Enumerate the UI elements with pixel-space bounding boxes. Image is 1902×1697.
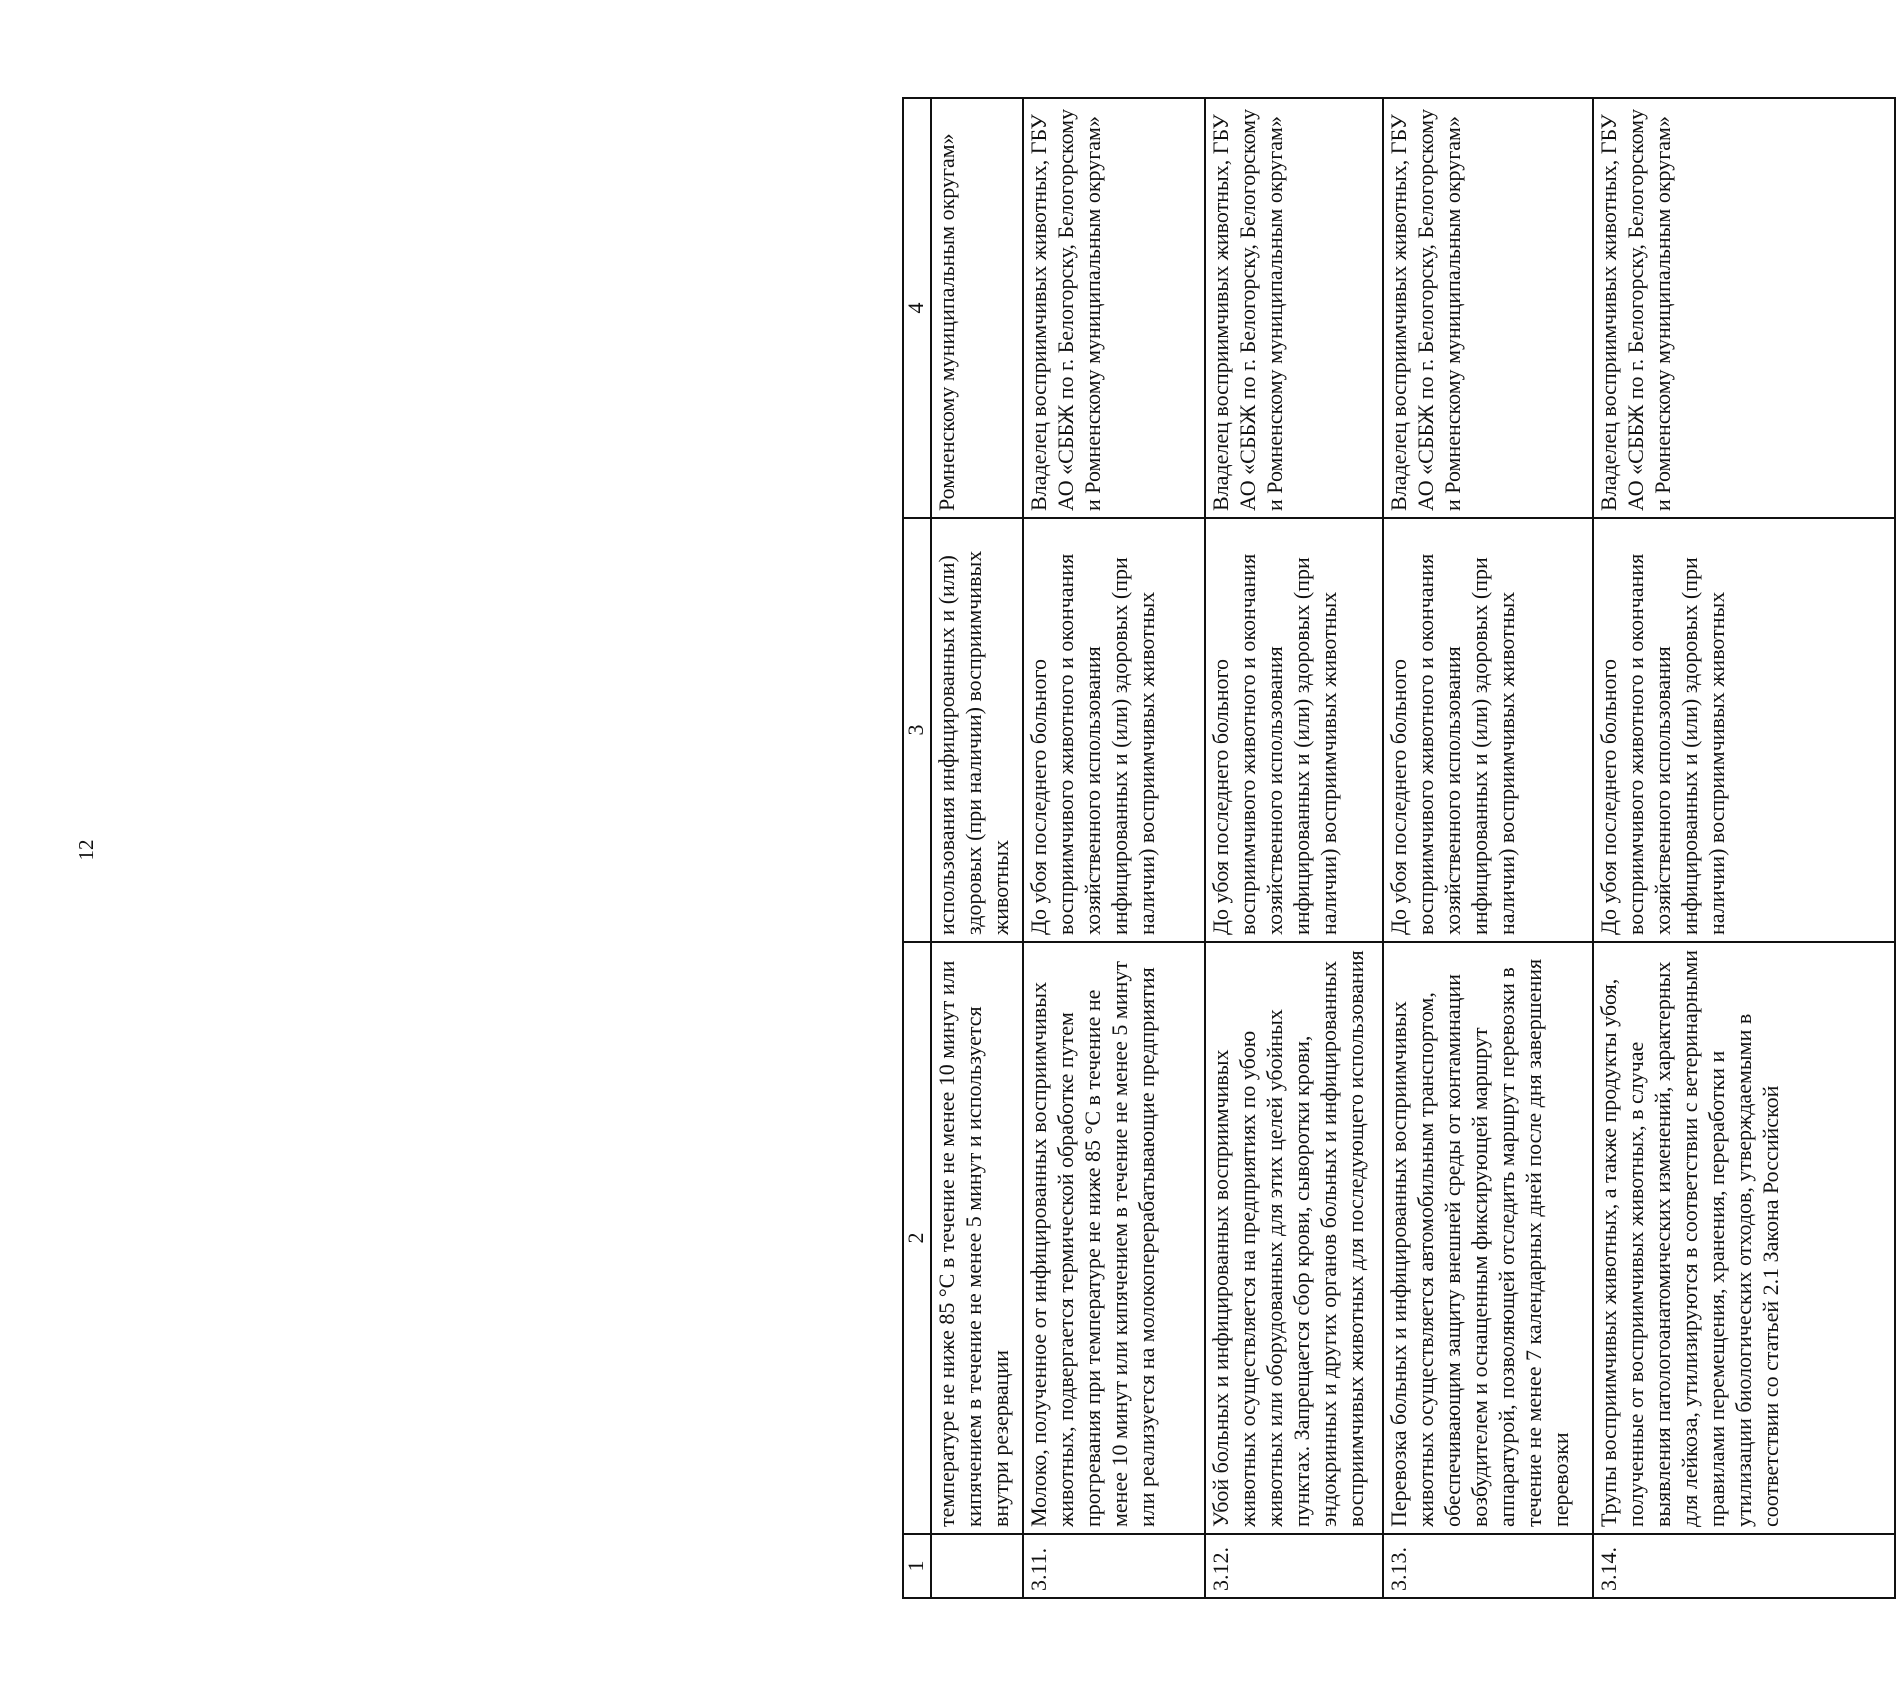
responsible-text: Владелец восприимчивых животных, ГБУ АО «СББЖ по г. Белогорску, Белогорскому и Ромненскому муниципальным округам»: [1593, 98, 1895, 518]
row-number: 3.13.: [1383, 1534, 1593, 1598]
row-number: 3.11.: [1023, 1534, 1205, 1598]
term-text: использования инфицированных и (или) здоровых (при наличии) восприимчивых животных: [931, 518, 1023, 942]
term-text: До убоя последнего больного восприимчивого животного и окончания хозяйственного использования инфицированных и (или) здоровых (при наличии) восприимчивых животных: [1023, 518, 1205, 942]
row-number: 3.14.: [1593, 1534, 1895, 1598]
term-text: До убоя последнего больного восприимчивого животного и окончания хозяйственного использования инфицированных и (или) здоровых (при наличии) восприимчивых животных: [1593, 518, 1895, 942]
column-number-1: 1: [903, 1534, 931, 1598]
row-number: [931, 1534, 1023, 1598]
measure-text: Перевозка больных и инфицированных восприимчивых животных осуществляется автомобильным транспортом, обеспечивающим защиту внешней среды от контаминации возбудителем и оснащенным фиксирующей маршрут аппаратурой, позволяющей отследить маршрут перевозки в течение не менее 7 календарных дней после дня завершения перевозки: [1383, 942, 1593, 1534]
column-number-3: 3: [903, 518, 931, 942]
measure-text: Убой больных и инфицированных восприимчивых животных осуществляется на предприятиях по убою животных или оборудованных для этих целей убойных пунктах. Запрещается сбор крови, сыворотки крови, эндокринных и других органов больных и инфицированных восприимчивых животных для последующего использования: [1205, 942, 1383, 1534]
table-row: [931, 98, 1023, 1598]
column-number-2: 2: [903, 942, 931, 1534]
responsible-text: Владелец восприимчивых животных, ГБУ АО «СББЖ по г. Белогорску, Белогорскому и Ромненскому муниципальным округам»: [1383, 98, 1593, 518]
page-number: 12: [74, 839, 98, 861]
row-number: 3.12.: [1205, 1534, 1383, 1598]
responsible-text: Ромненскому муниципальным округам»: [931, 98, 1023, 518]
table-row: [1023, 98, 1205, 1598]
measure-text: температуре не ниже 85 °С в течение не менее 10 минут или кипячением в течение не менее 5 минут и используется внутри резервации: [931, 942, 1023, 1534]
responsible-text: Владелец восприимчивых животных, ГБУ АО «СББЖ по г. Белогорску, Белогорскому и Ромненскому муниципальным округам»: [1205, 98, 1383, 518]
measure-text: Молоко, полученное от инфицированных восприимчивых животных, подвергается термической обработке путем прогревания при температуре не ниже 85 °С в течение не менее 10 минут или кипячением в течение не менее 5 минут или реализуется на молокоперерабатывающие предприятия: [1023, 942, 1205, 1534]
rotated-table-container: [902, 99, 1902, 1599]
table-row: [1205, 98, 1383, 1598]
table-row: [1383, 98, 1593, 1598]
column-number-4: 4: [903, 98, 931, 518]
responsible-text: Владелец восприимчивых животных, ГБУ АО «СББЖ по г. Белогорску, Белогорскому и Ромненскому муниципальным округам»: [1023, 98, 1205, 518]
term-text: До убоя последнего больного восприимчивого животного и окончания хозяйственного использования инфицированных и (или) здоровых (при наличии) восприимчивых животных: [1383, 518, 1593, 942]
term-text: До убоя последнего больного восприимчивого животного и окончания хозяйственного использования инфицированных и (или) здоровых (при наличии) восприимчивых животных: [1205, 518, 1383, 942]
measure-text: Трупы восприимчивых животных, а также продукты убоя, полученные от восприимчивых животных, в случае выявления патологоанатомических изменений, характерных для лейкоза, утилизируются в соответствии с ветеринарными правилами перемещения, хранения, переработки и утилизации биологических отходов, утверждаемыми в соответствии со статьей 2.1 Закона Российской: [1593, 942, 1895, 1534]
table-header-row: [903, 98, 931, 1598]
table-row: [1593, 98, 1895, 1598]
measures-table: [902, 97, 1896, 1599]
